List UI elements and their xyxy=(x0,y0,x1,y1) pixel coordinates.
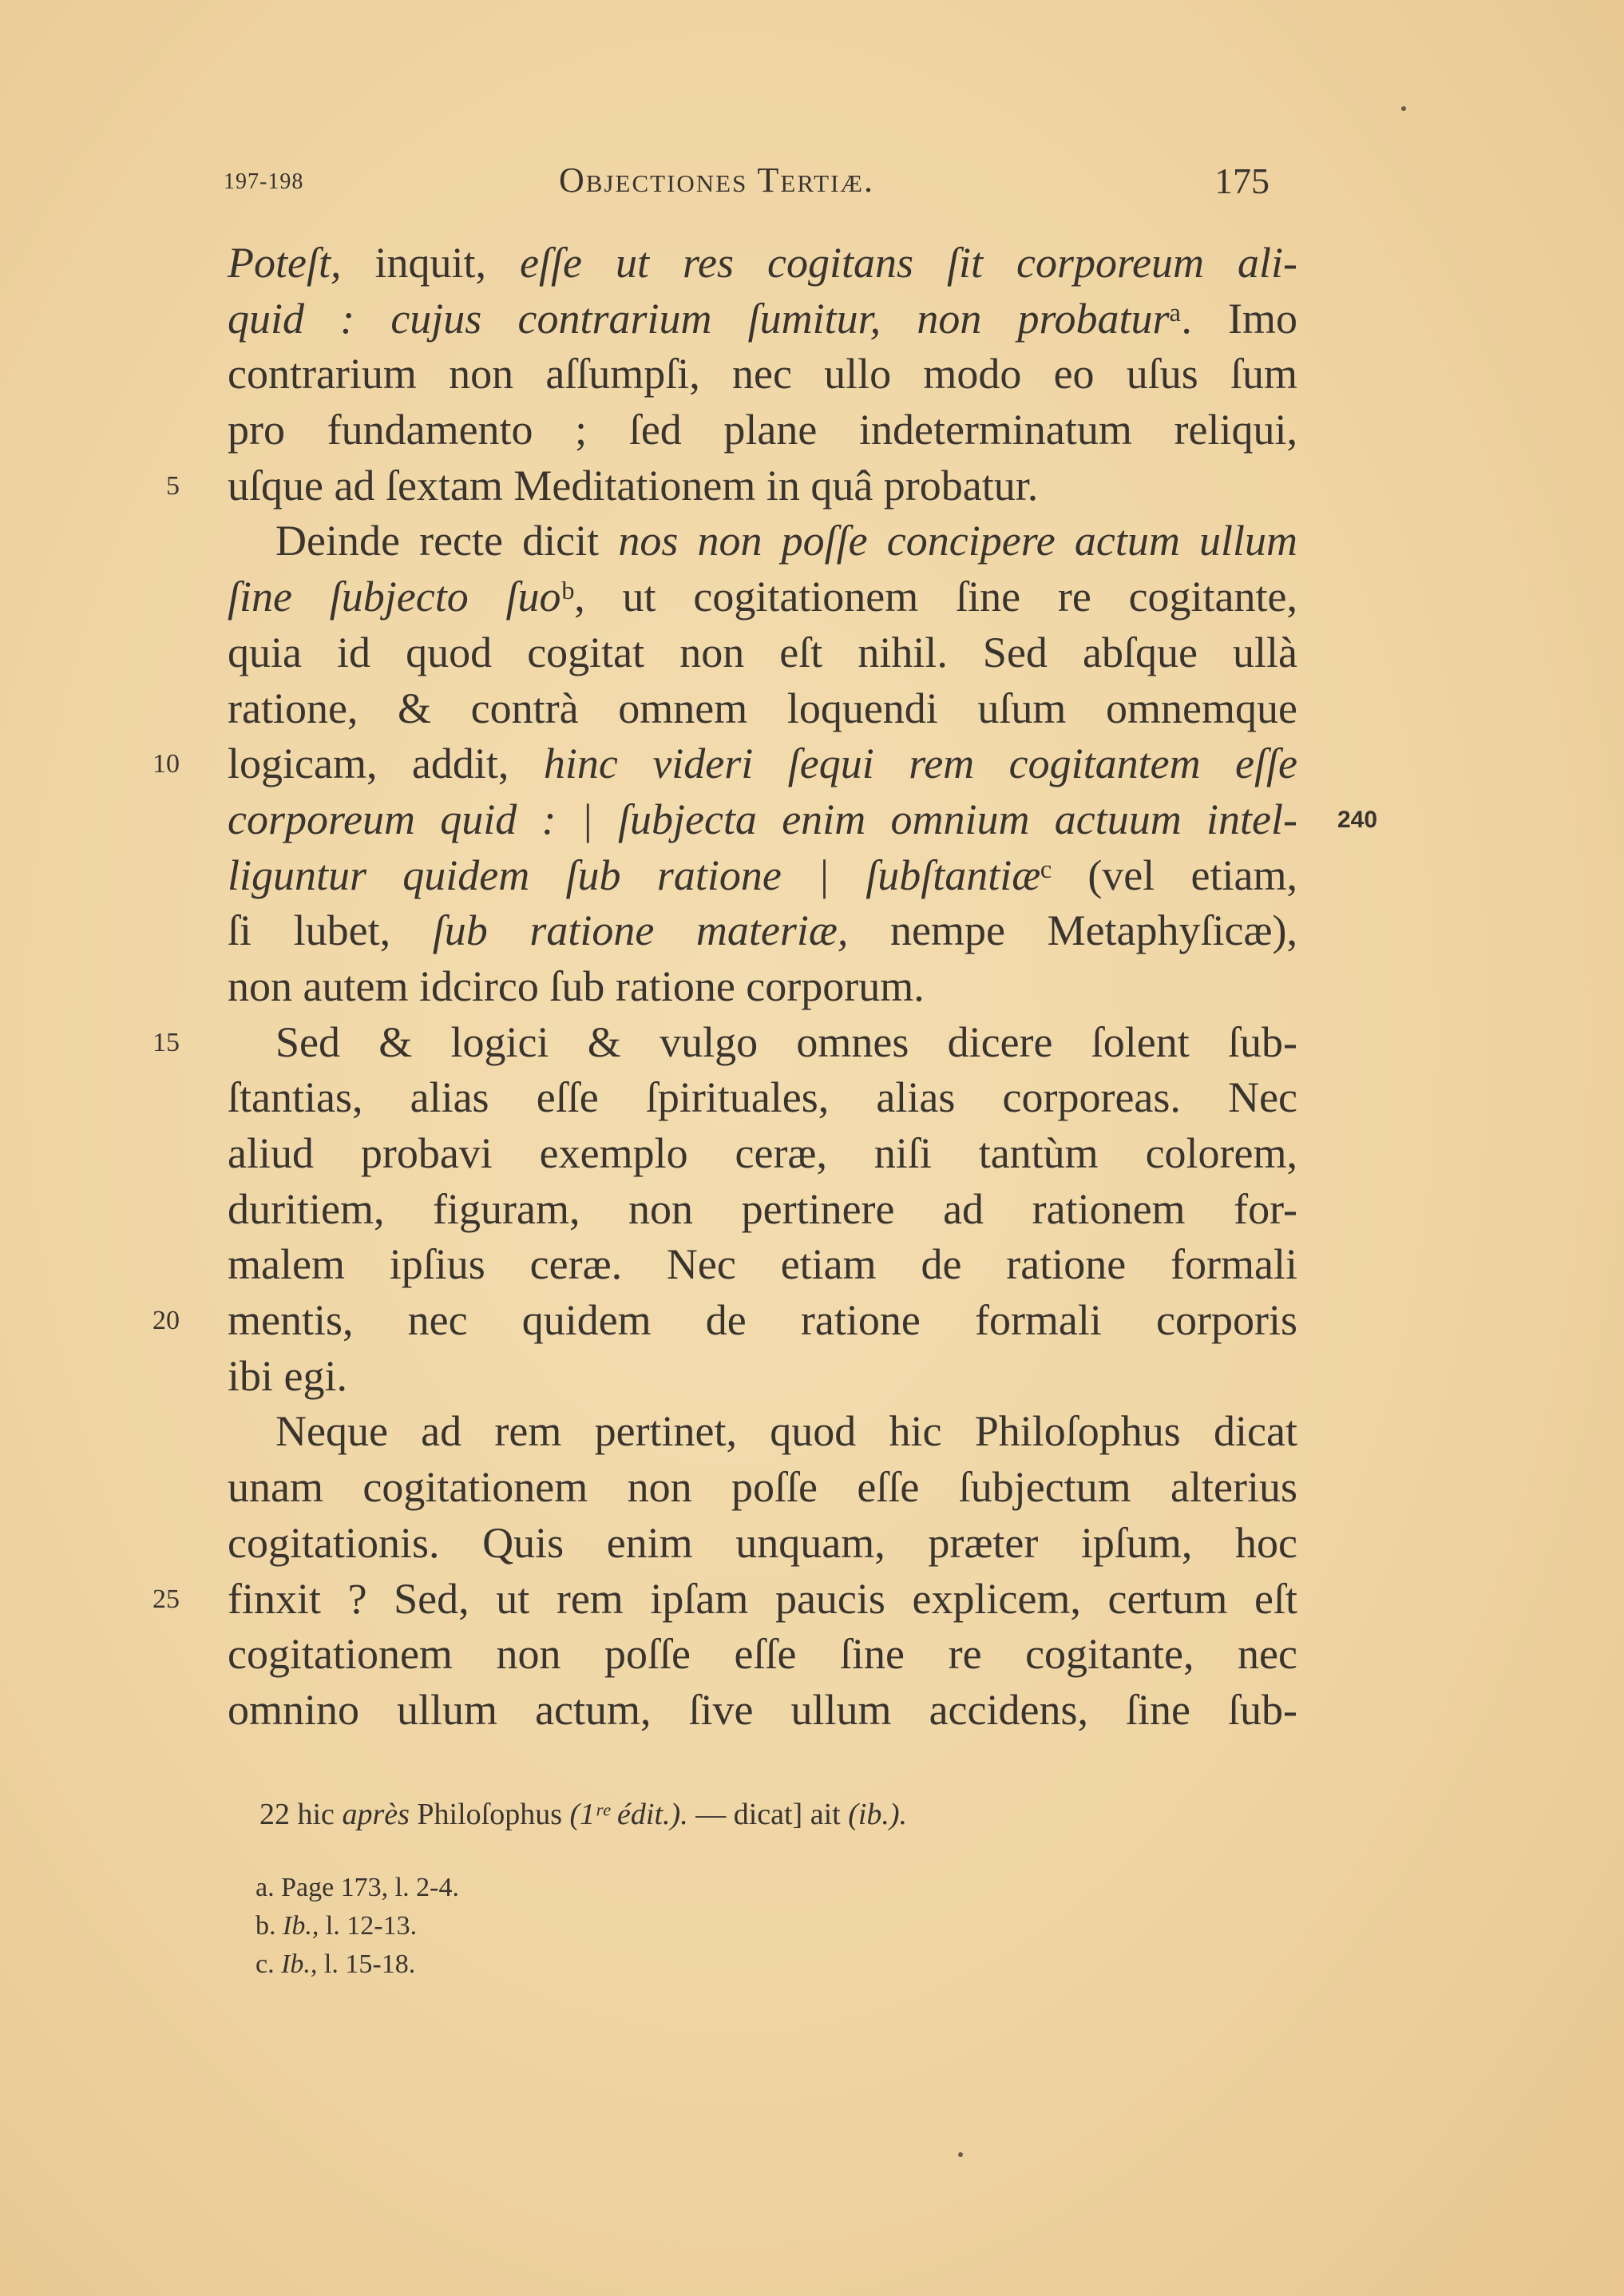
text-line xyxy=(228,1070,1297,1126)
footnotes xyxy=(255,1869,459,1984)
text-line xyxy=(152,1293,1297,1349)
footnote-ibid: Ib., xyxy=(281,1949,318,1979)
text-line xyxy=(228,959,1297,1015)
italic-quote: Poteſt, xyxy=(228,239,375,287)
text-run: duritiem, figuram, non pertinere ad rationem for- xyxy=(228,1184,1297,1233)
text-run: cogitationis. Quis enim unquam, præter ipſum, hoc xyxy=(228,1518,1297,1567)
text-line xyxy=(228,236,1297,291)
text-line xyxy=(228,681,1297,737)
text-line xyxy=(228,569,1297,625)
footnote-text: l. 15-18. xyxy=(317,1949,416,1979)
text-run: unam cogitationem non poſſe eſſe ſubjectum alterius xyxy=(228,1463,1297,1512)
footnote-letter: b. xyxy=(255,1911,283,1941)
text-line xyxy=(228,1683,1297,1739)
line-number: 5 xyxy=(166,470,180,501)
variant-reading xyxy=(259,1797,907,1832)
italic-quote: quid : cujus contrarium ſumitur, non probatur xyxy=(228,294,1170,343)
text-run: logicam, addit, xyxy=(228,740,544,788)
text-run: omnino ullum actum, ſive ullum accidens, ſine ſub- xyxy=(228,1685,1297,1734)
text-run: contrarium non aſſumpſi, nec ullo modo eo uſus ſum xyxy=(228,350,1297,399)
footnote-ibid: Ib., xyxy=(283,1911,319,1941)
text-run: ſtantias, alias eſſe ſpirituales, alias corporeas. Nec xyxy=(228,1073,1297,1122)
text-run: finxit ? Sed, ut rem ipſam paucis explicem, certum eſt xyxy=(228,1574,1297,1623)
text-line xyxy=(228,291,1297,347)
text-line xyxy=(228,848,1297,904)
text-line xyxy=(228,1182,1297,1238)
text-run: Deinde recte dicit xyxy=(275,517,619,565)
running-title: Objectiones Tertiæ. xyxy=(559,161,874,200)
line-number: 15 xyxy=(152,1027,180,1057)
text-run: aliud probavi exemplo ceræ, niſi tantùm colorem, xyxy=(228,1129,1297,1177)
text-run: ſi lubet, xyxy=(228,906,433,955)
variant-word: Philoſophus xyxy=(417,1798,562,1831)
text-line xyxy=(228,625,1297,681)
variant-ib: (ib.). xyxy=(848,1798,908,1831)
text-run: malem ipſius ceræ. Nec etiam de ratione formali xyxy=(228,1240,1297,1289)
italic-quote: corporeum quid : | ſubjecta enim omnium actuum intel- xyxy=(228,795,1297,843)
section-range: 197-198 xyxy=(224,169,304,194)
footnote xyxy=(255,1945,459,1984)
speck-mark xyxy=(958,2152,963,2157)
variant-edition: (1ʳᵉ édit.). xyxy=(569,1798,688,1831)
footnote-letter: a. xyxy=(255,1873,282,1902)
text-run: quia id quod cogitat non eſt nihil. Sed abſque ullà xyxy=(228,628,1297,676)
italic-quote: ſine ſubjecto ſuo xyxy=(228,573,561,621)
text-line xyxy=(228,1404,1297,1460)
text-line xyxy=(228,1516,1297,1572)
text-run: cogitationem non poſſe eſſe ſine re cogitante, nec xyxy=(228,1630,1297,1679)
text-line xyxy=(166,458,1297,514)
edition-page-marker: 240 xyxy=(1337,806,1378,833)
text-line xyxy=(228,1627,1297,1683)
text-line xyxy=(228,402,1297,458)
text-run: uſque ad ſextam Meditationem in quâ probatur. xyxy=(228,461,1039,510)
speck-mark xyxy=(1401,106,1406,111)
line-number: 20 xyxy=(152,1306,180,1336)
text-run: ibi egi. xyxy=(228,1351,347,1400)
text-line xyxy=(228,347,1297,402)
text-line xyxy=(228,1349,1297,1405)
variant-apres: après xyxy=(342,1798,410,1831)
main-text xyxy=(152,236,1378,1739)
text-run: mentis, nec quidem de ratione formali corporis xyxy=(228,1296,1297,1345)
italic-quote: hinc videri ſequi rem cogitantem eſſe xyxy=(543,740,1297,788)
text-run: pro fundamento ; ſed plane indeterminatum reliqui, xyxy=(228,406,1297,454)
footnote-text: l. 12-13. xyxy=(319,1911,418,1941)
text-line xyxy=(228,792,1378,848)
footnote xyxy=(255,1907,459,1945)
text-run: non autem idcirco ſub ratione corporum. xyxy=(228,962,925,1010)
line-number: 25 xyxy=(152,1584,180,1614)
text-run: ᶜ (vel etiam, xyxy=(1040,851,1297,899)
italic-quote: ſub ratione materiæ, xyxy=(432,906,891,955)
text-line xyxy=(228,1460,1297,1516)
italic-quote: liguntur quidem ſub ratione | ſubſtantiæ xyxy=(228,851,1041,899)
page-number: 175 xyxy=(1214,161,1269,201)
text-run: ratione, & contrà omnem loquendi uſum omnemque xyxy=(228,684,1297,732)
text-run: nempe Metaphyſicæ), xyxy=(890,906,1298,955)
line-number: 10 xyxy=(152,749,180,779)
text-line xyxy=(152,736,1297,792)
italic-quote: eſſe ut res cogitans ſit corporeum ali- xyxy=(520,239,1297,287)
text-line xyxy=(228,1126,1297,1182)
footnote-letter: c. xyxy=(255,1949,282,1979)
text-run: ᵇ, ut cogitationem ſine re cogitante, xyxy=(560,573,1298,621)
text-line xyxy=(152,1015,1297,1071)
text-line xyxy=(228,514,1297,569)
footnote-text: Page 173, l. 2-4. xyxy=(281,1873,459,1902)
text-run: inquit, xyxy=(374,239,521,287)
text-run: Neque ad rem pertinet, quod hic Philoſophus dicat xyxy=(275,1407,1297,1456)
variant-rest: — dicat] ait xyxy=(695,1798,841,1831)
text-run: ᵃ. Imo xyxy=(1169,294,1297,343)
text-line xyxy=(152,1572,1297,1628)
variant-line-ref: 22 hic xyxy=(259,1798,335,1831)
running-header xyxy=(224,160,1293,208)
text-line xyxy=(228,903,1297,959)
italic-quote: nos non poſſe concipere actum ullum xyxy=(618,517,1297,565)
text-line xyxy=(228,1237,1297,1293)
text-run: Sed & logici & vulgo omnes dicere ſolent ſub- xyxy=(275,1017,1297,1066)
footnote xyxy=(255,1869,459,1907)
